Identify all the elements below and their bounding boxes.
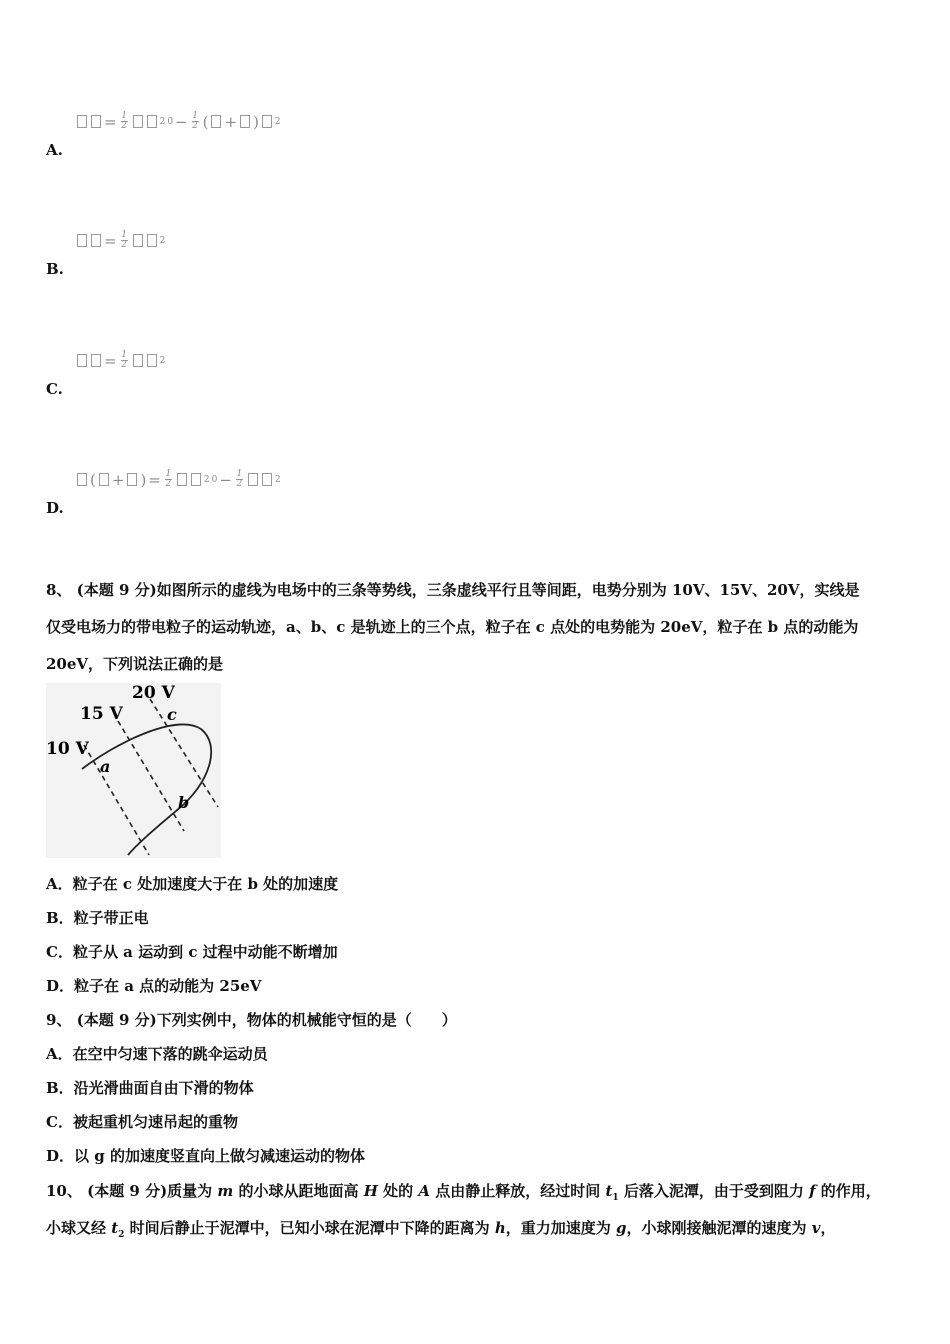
question-9-stem: 9、 (本题 9 分)下列实例中，物体的机械能守恒的是（ ） xyxy=(46,1011,457,1029)
option-d-formula: ( + ) = $\frac{1}{2}$ 2 0 − $\frac{1}{2}$ 2 xyxy=(76,470,281,489)
q9-option-d[interactable]: D．以 g 的加速度竖直向上做匀减速运动的物体 xyxy=(46,1147,365,1165)
point-c-label: c xyxy=(167,705,177,724)
option-c-label[interactable]: C. xyxy=(46,380,63,398)
option-d-label[interactable]: D. xyxy=(46,499,64,517)
label-10v: 10 V xyxy=(46,739,89,759)
q8-option-c[interactable]: C．粒子从 a 运动到 c 过程中动能不断增加 xyxy=(46,943,338,961)
point-b-label: b xyxy=(178,793,190,812)
q8-option-b[interactable]: B．粒子带正电 xyxy=(46,909,149,927)
q9-option-a[interactable]: A．在空中匀速下落的跳伞运动员 xyxy=(46,1045,268,1063)
q8-equipotential-figure xyxy=(46,683,221,858)
option-a-formula: = $\frac{1}{2}$ 2 0 − $\frac{1}{2}$ ( + ) 2 xyxy=(76,112,281,131)
q9-option-c[interactable]: C．被起重机匀速吊起的重物 xyxy=(46,1113,238,1131)
question-10-line-1: 10、 (本题 9 分)质量为 m 的小球从距地面高 H 处的 A 点由静止释放，经过时间 $t_1$ 后落入泥潭，由于受到阻力 f 的作用， xyxy=(46,1182,881,1203)
q8-line-3: 20eV，下列说法正确的是 xyxy=(46,655,224,673)
q8-option-a[interactable]: A．粒子在 c 处加速度大于在 b 处的加速度 xyxy=(46,875,339,893)
point-a-label: a xyxy=(100,757,111,776)
q8-line-1: 8、 (本题 9 分)如图所示的虚线为电场中的三条等势线，三条虚线平行且等间距，电势分别为 10V、15V、20V，实线是 xyxy=(46,581,860,599)
option-a-label[interactable]: A. xyxy=(46,141,63,159)
option-b-label[interactable]: B. xyxy=(46,260,64,278)
option-b-formula: = $\frac{1}{2}$ 2 xyxy=(76,231,165,250)
label-20v: 20 V xyxy=(132,683,175,703)
q8-line-2: 仅受电场力的带电粒子的运动轨迹，a、b、c 是轨迹上的三个点，粒子在 c 点处的电势能为 20eV，粒子在 b 点的动能为 xyxy=(46,618,859,636)
label-15v: 15 V xyxy=(80,704,123,724)
question-10-line-2: 小球又经 $t_2$ 时间后静止于泥潭中，已知小球在泥潭中下降的距离为 h，重力加速度为 g，小球刚接触泥潭的速度为 v， xyxy=(46,1219,836,1240)
question-8-stem xyxy=(46,572,916,683)
q9-option-b[interactable]: B．沿光滑曲面自由下滑的物体 xyxy=(46,1079,254,1097)
q8-option-d[interactable]: D．粒子在 a 点的动能为 25eV xyxy=(46,977,262,995)
option-c-formula: = $\frac{1}{2}$ 2 xyxy=(76,351,165,370)
